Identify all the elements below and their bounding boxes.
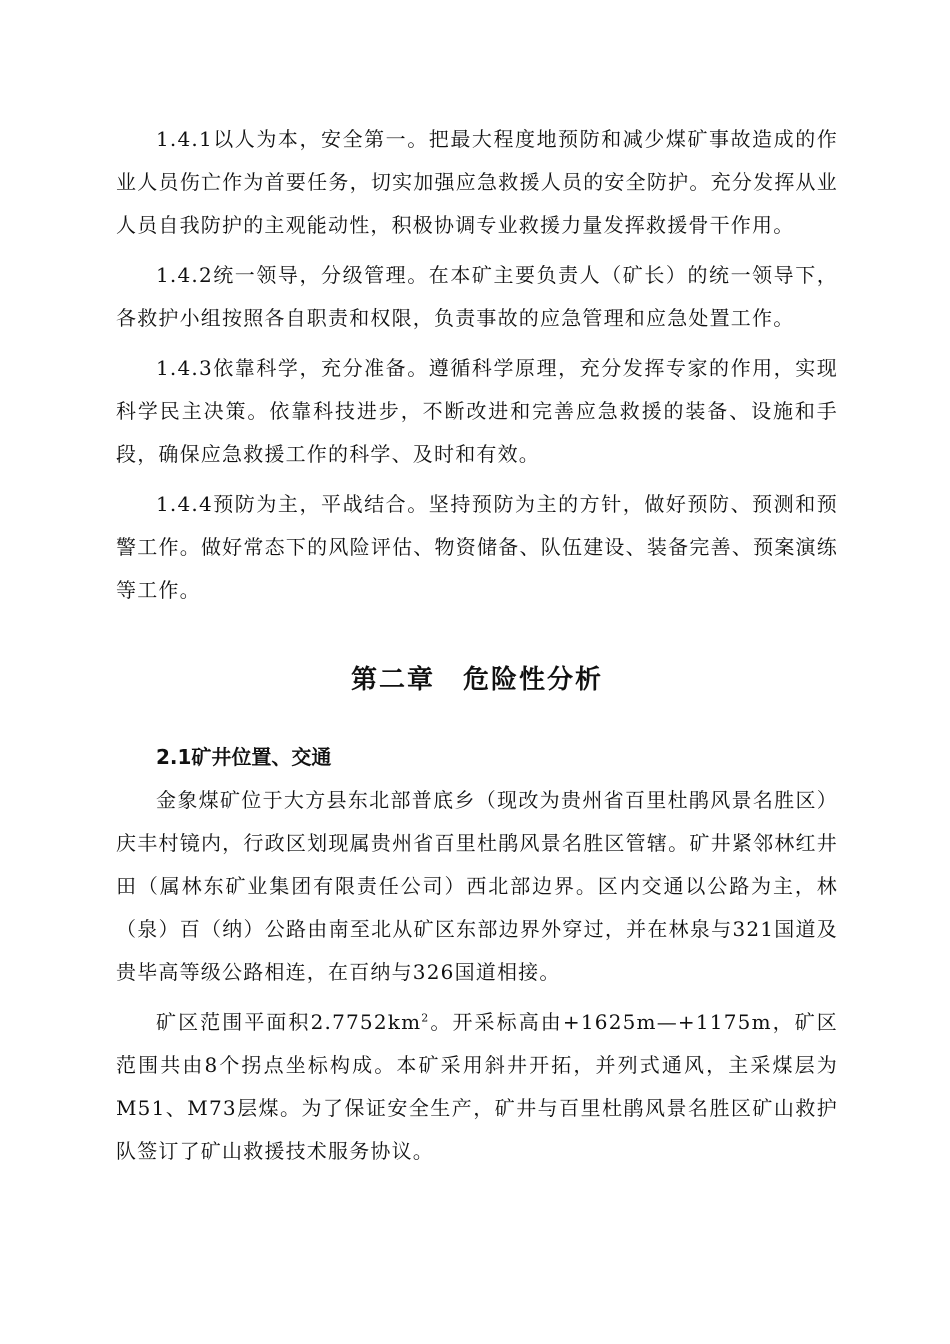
mine-area-text-after: 。开采标高由+1625m—+1175m，矿区范围共由8个拐点坐标构成。本矿采用斜井开拓，并列式通风，主采煤层为M51、M73层煤。为了保证安全生产，矿井与百里杜鹃风景名胜区矿山救护队签订了矿山救援技术服务协议。 [116, 1010, 838, 1163]
principle-paragraph-1-4-3: 1.4.3依靠科学，充分准备。遵循科学原理，充分发挥专家的作用，实现科学民主决策。依靠科技进步，不断改进和完善应急救援的装备、设施和手段，确保应急救援工作的科学、及时和有效。 [116, 356, 838, 466]
principle-paragraph-1-4-2: 1.4.2统一领导，分级管理。在本矿主要负责人（矿长）的统一领导下，各救护小组按照各自职责和权限，负责事故的应急管理和应急处置工作。 [116, 263, 838, 330]
mine-area-paragraph [116, 1001, 838, 1173]
location-paragraph: 金象煤矿位于大方县东北部普底乡（现改为贵州省百里杜鹃风景名胜区）庆丰村镜内，行政区划现属贵州省百里杜鹃风景名胜区管辖。矿井紧邻林红井田（属林东矿业集团有限责任公司）西北部边界。区内交通以公路为主，林（泉）百（纳）公路由南至北从矿区东部边界外穿过，并在林泉与321国道及贵毕高等级公路相连，在百纳与326国道相接。 [116, 788, 838, 984]
principle-paragraph-1-4-1: 1.4.1以人为本，安全第一。把最大程度地预防和减少煤矿事故造成的作业人员伤亡作为首要任务，切实加强应急救援人员的安全防护。充分发挥从业人员自我防护的主观能动性，积极协调专业救援力量发挥救援骨干作用。 [116, 127, 838, 237]
document-page [116, 118, 838, 1180]
mine-area-text-before: 矿区范围平面积2.7752km [156, 1010, 422, 1034]
principle-paragraph-1-4-4: 1.4.4预防为主，平战结合。坚持预防为主的方针，做好预防、预测和预警工作。做好常态下的风险评估、物资储备、队伍建设、装备完善、预案演练等工作。 [116, 492, 838, 602]
section-title-2-1: 2.1矿井位置、交通 [156, 745, 332, 769]
chapter-title: 第二章 危险性分析 [350, 665, 603, 695]
area-unit-superscript: 2 [421, 1011, 430, 1025]
